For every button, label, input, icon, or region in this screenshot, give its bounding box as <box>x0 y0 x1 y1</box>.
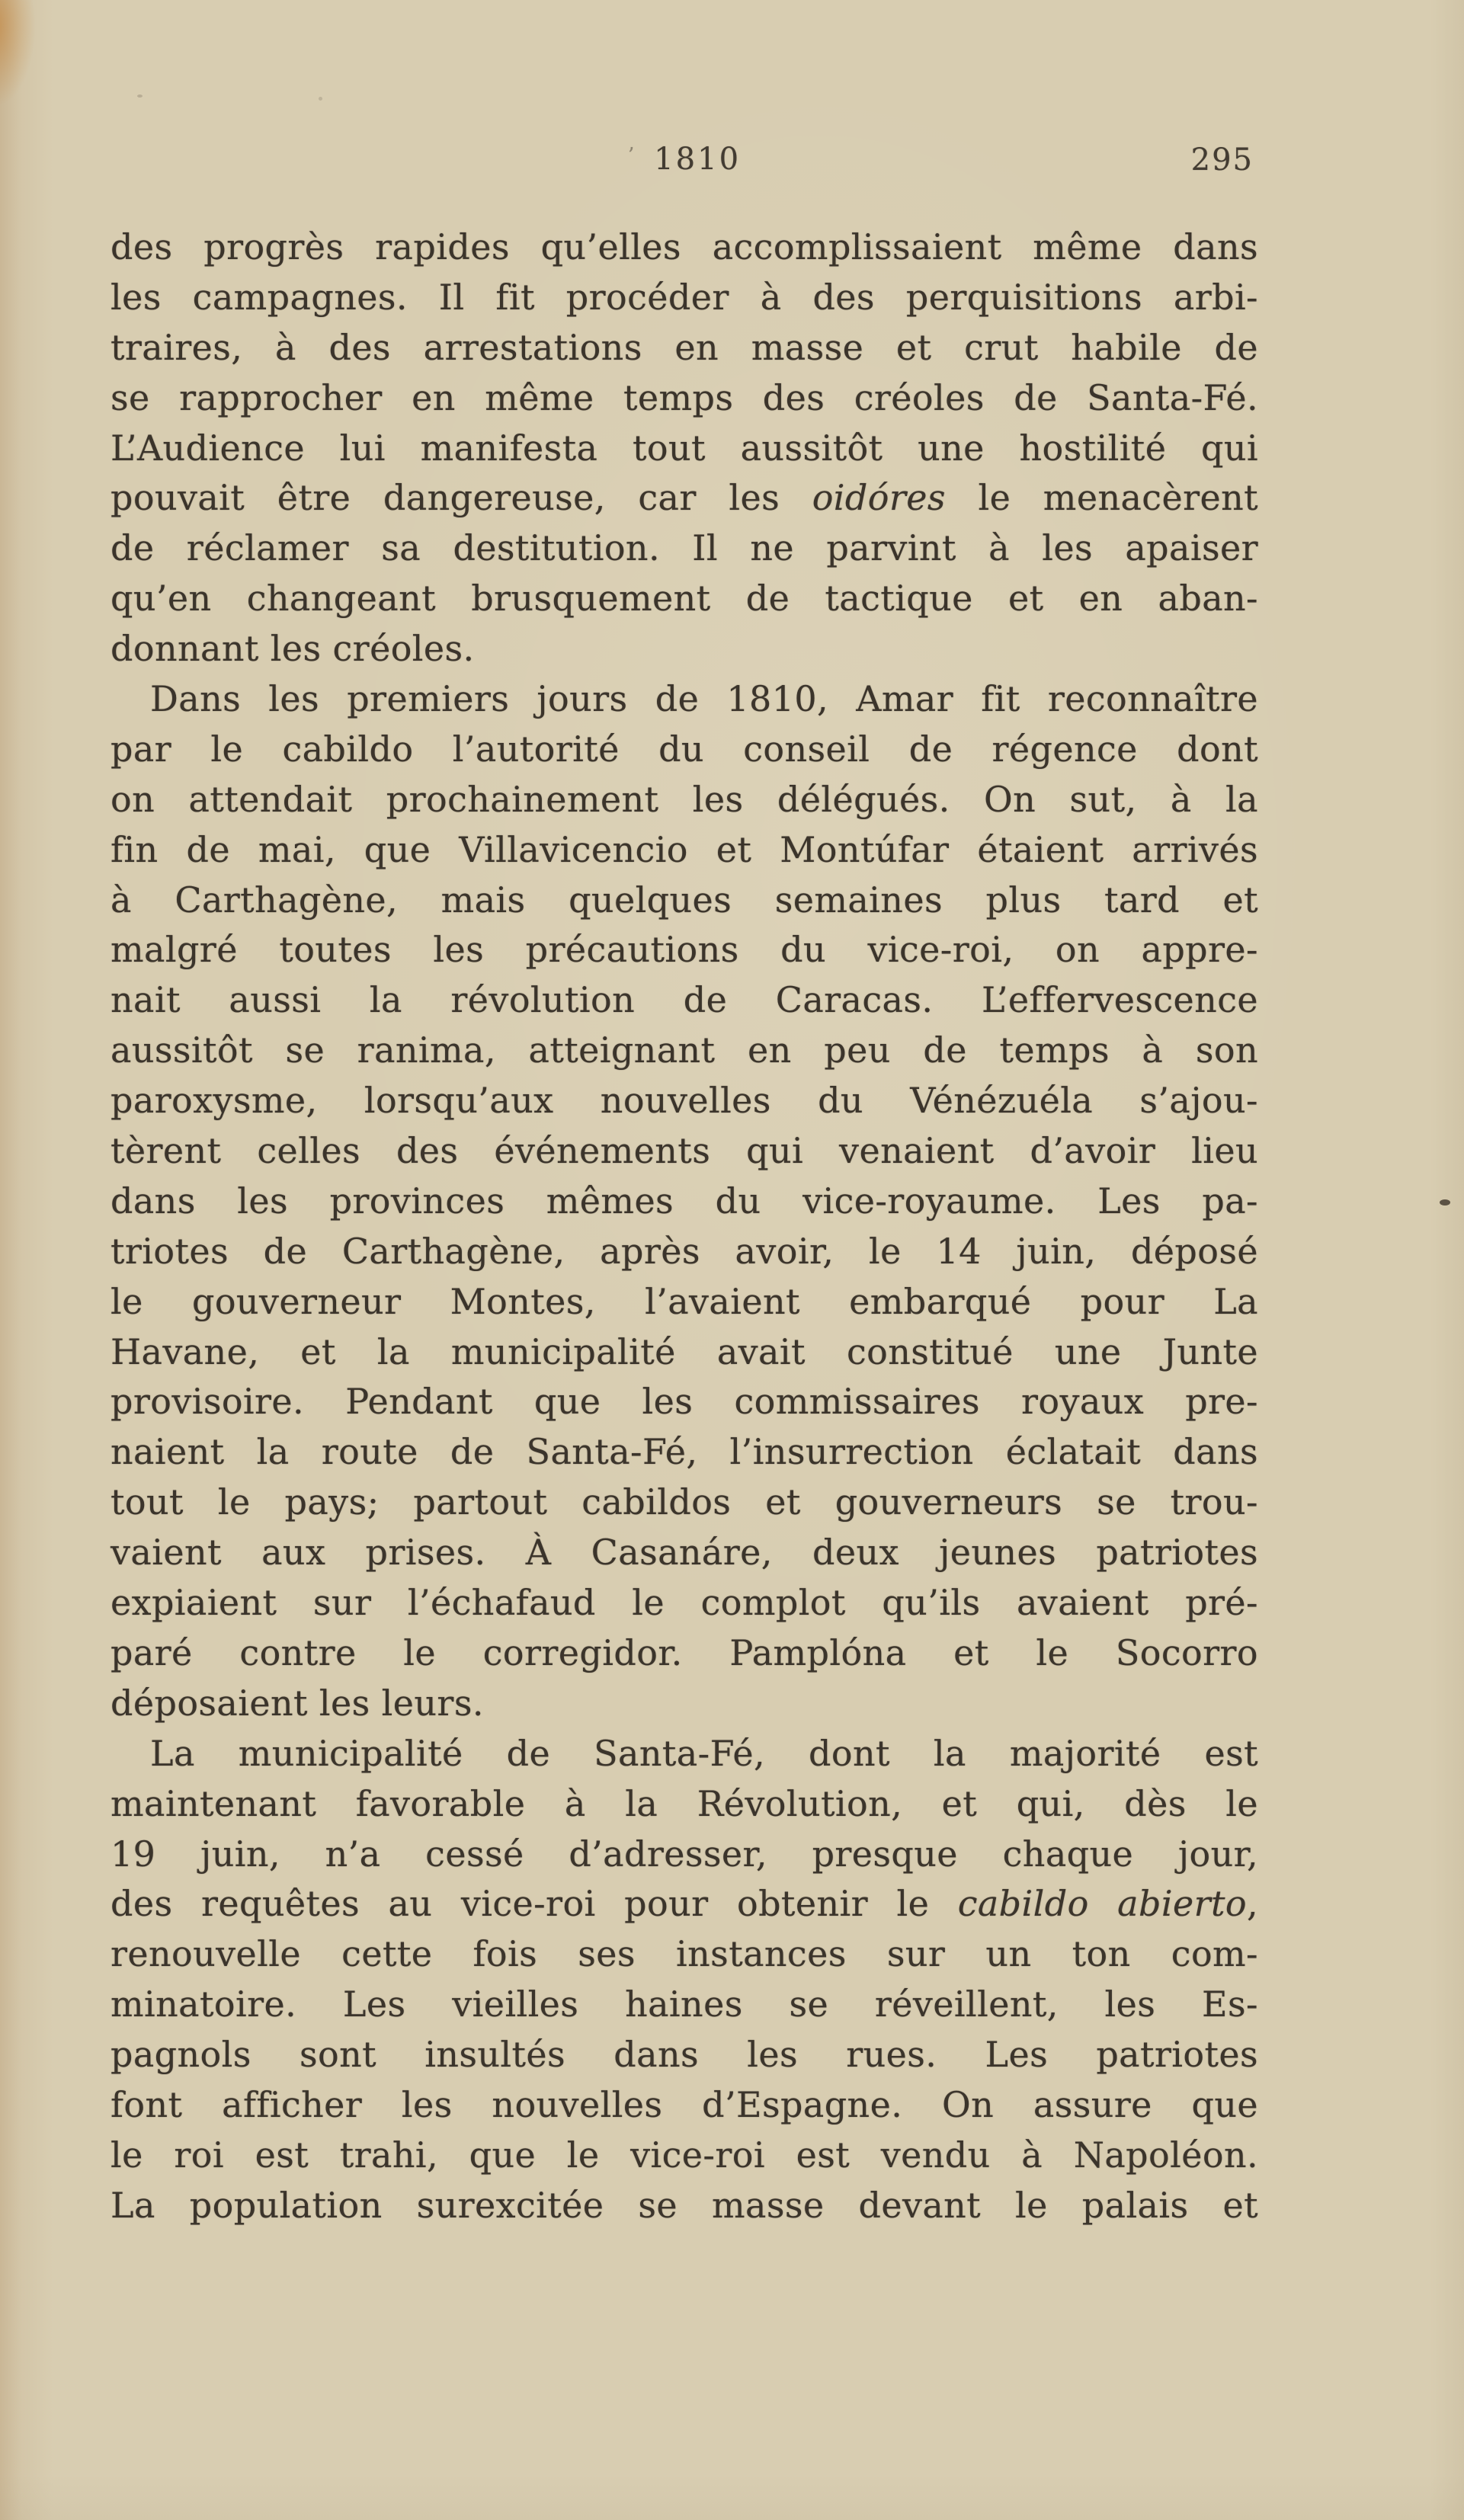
text-segment: malgré toutes les précautions du vice-roi, on appre- <box>111 929 1258 971</box>
text-line <box>111 1327 1258 1378</box>
text-line <box>111 1679 1258 1729</box>
stray-mark: ’ <box>627 144 635 167</box>
text-segment: donnant les créoles. <box>111 628 475 670</box>
text-segment: on attendait prochainement les délégués. On sut, à la <box>111 778 1258 820</box>
text-line <box>111 1628 1258 1679</box>
text-segment: L’Audience lui manifesta tout aussitôt une hostilité qui <box>111 427 1258 469</box>
ink-speck <box>319 97 322 101</box>
text-segment: pagnols sont insultés dans les rues. Les patriotes <box>111 2034 1258 2076</box>
text-segment: Dans les premiers jours de 1810, Amar fit reconnaître <box>150 678 1258 720</box>
text-line <box>111 775 1258 825</box>
text-line <box>111 975 1258 1026</box>
text-segment: qu’en changeant brusquement de tactique et en aban- <box>111 578 1258 620</box>
text-line <box>111 574 1258 624</box>
text-block <box>111 223 1258 2231</box>
text-segment: le roi est trahi, que le vice-roi est vendu à Napoléon. <box>111 2134 1258 2176</box>
text-line <box>111 223 1258 273</box>
text-line <box>111 373 1258 424</box>
text-segment: minatoire. Les vieilles haines se réveillent, les Es- <box>111 1984 1258 2025</box>
text-segment: à Carthagène, mais quelques semaines plus tard et <box>111 879 1258 921</box>
text-segment: tèrent celles des événements qui venaient d’avoir lieu <box>111 1130 1258 1172</box>
text-line <box>111 1126 1258 1177</box>
text-segment: paré contre le corregidor. Pamplóna et le Socorro <box>111 1631 1258 1673</box>
italic-text-segment: cabildo abierto <box>957 1883 1247 1925</box>
text-line <box>111 925 1258 975</box>
text-line <box>111 725 1258 775</box>
text-line <box>111 1779 1258 1830</box>
text-segment: , <box>1246 1883 1258 1925</box>
text-segment: nait aussi la révolution de Caracas. L’effervescence <box>111 979 1258 1021</box>
text-segment: expiaient sur l’échafaud le complot qu’ils avaient pré- <box>111 1582 1258 1624</box>
text-line <box>111 1026 1258 1076</box>
text-segment: les campagnes. Il fit procéder à des perquisitions arbi- <box>111 276 1258 318</box>
text-line <box>111 2030 1258 2080</box>
text-segment: traires, à des arrestations en masse et crut habile de <box>111 326 1258 368</box>
text-segment: maintenant favorable à la Révolution, et qui, dès le <box>111 1782 1258 1824</box>
text-line <box>111 1427 1258 1478</box>
text-line <box>111 1879 1258 1929</box>
text-line <box>111 424 1258 474</box>
text-segment: des progrès rapides qu’elles accomplissaient même dans <box>111 226 1258 267</box>
text-segment: triotes de Carthagène, après avoir, le 14 juin, déposé <box>111 1230 1258 1272</box>
text-segment: La municipalité de Santa-Fé, dont la majorité est <box>150 1732 1258 1774</box>
text-line <box>111 825 1258 876</box>
text-segment: des requêtes au vice-roi pour obtenir le <box>111 1883 958 1925</box>
text-line <box>111 1528 1258 1578</box>
text-segment: vaient aux prises. À Casanáre, deux jeunes patriotes <box>111 1532 1258 1574</box>
text-segment: paroxysme, lorsqu’aux nouvelles du Vénézuéla s’ajou- <box>111 1080 1258 1122</box>
ink-speck <box>1440 1199 1450 1206</box>
text-segment: tout le pays; partout cabildos et gouverneurs se trou- <box>111 1481 1258 1523</box>
text-line <box>111 1478 1258 1528</box>
text-line <box>111 524 1258 574</box>
text-segment: le gouverneur Montes, l’avaient embarqué pour La <box>111 1280 1258 1322</box>
text-line <box>111 1578 1258 1628</box>
text-line <box>111 1177 1258 1227</box>
text-line <box>111 1076 1258 1126</box>
text-segment: La population surexcitée se masse devant le palais et <box>111 2184 1258 2226</box>
text-segment: naient la route de Santa-Fé, l’insurrection éclatait dans <box>111 1431 1258 1473</box>
ink-speck <box>137 94 143 98</box>
text-segment: dans les provinces mêmes du vice-royaume. Les pa- <box>111 1180 1258 1222</box>
text-line <box>111 273 1258 323</box>
text-line <box>111 473 1258 524</box>
text-segment: font afficher les nouvelles d’Espagne. On assure que <box>111 2083 1258 2125</box>
text-line <box>111 876 1258 926</box>
text-segment: Havane, et la municipalité avait constitué une Junte <box>111 1330 1258 1372</box>
page-number: 295 <box>1190 142 1254 178</box>
text-segment: aussitôt se ranima, atteignant en peu de temps à son <box>111 1029 1258 1071</box>
text-segment: de réclamer sa destitution. Il ne parvint à les apaiser <box>111 527 1258 569</box>
text-line <box>111 1830 1258 1880</box>
text-line <box>111 674 1258 725</box>
text-segment: pouvait être dangereuse, car les <box>111 477 812 519</box>
text-segment: fin de mai, que Villavicencio et Montúfar étaient arrivés <box>111 828 1258 870</box>
text-segment: 19 juin, n’a cessé d’adresser, presque chaque jour, <box>111 1833 1258 1875</box>
text-line <box>111 1729 1258 1779</box>
italic-text-segment: oidóres <box>812 477 946 519</box>
text-line <box>111 1277 1258 1327</box>
text-line <box>111 624 1258 674</box>
running-head-date: 1810 <box>654 142 742 177</box>
running-head <box>111 142 1258 181</box>
text-line <box>111 2181 1258 2231</box>
text-line <box>111 323 1258 373</box>
text-line <box>111 1980 1258 2030</box>
text-line <box>111 1929 1258 1980</box>
text-segment: le menacèrent <box>945 477 1258 519</box>
text-segment: provisoire. Pendant que les commissaires royaux pre- <box>111 1381 1258 1423</box>
text-line <box>111 2131 1258 2181</box>
text-segment: par le cabildo l’autorité du conseil de régence dont <box>111 728 1258 770</box>
text-line <box>111 1227 1258 1277</box>
text-line <box>111 1377 1258 1427</box>
text-segment: se rapprocher en même temps des créoles de Santa-Fé. <box>111 376 1258 418</box>
text-segment: renouvelle cette fois ses instances sur un ton com- <box>111 1933 1258 1975</box>
text-segment: déposaient les leurs. <box>111 1682 484 1724</box>
text-line <box>111 2080 1258 2131</box>
